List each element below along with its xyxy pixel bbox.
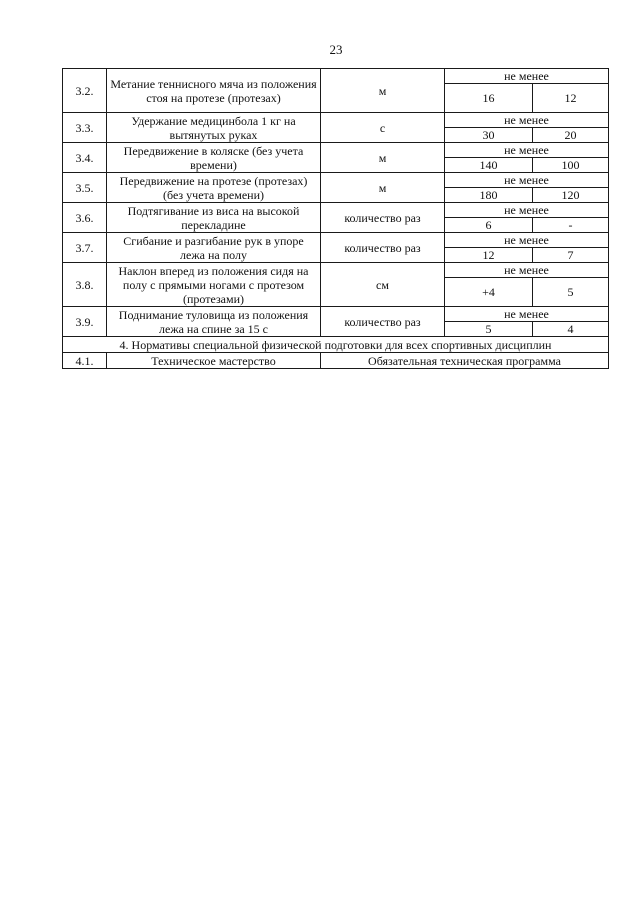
row-number: 3.9.	[63, 307, 107, 337]
at-least-label: не менее	[445, 173, 609, 188]
value-b: 5	[533, 278, 609, 307]
at-least-label: не менее	[445, 263, 609, 278]
row-number: 3.6.	[63, 203, 107, 233]
row-name: Передвижение в коляске (без учета времени)	[107, 143, 321, 173]
value-b: 20	[533, 128, 609, 143]
table-row	[63, 173, 609, 188]
table-row	[63, 353, 609, 369]
table-row	[63, 307, 609, 322]
value-a: 5	[445, 322, 533, 337]
value-b: -	[533, 218, 609, 233]
row-name: Передвижение на протезе (протезах) (без учета времени)	[107, 173, 321, 203]
row-number: 3.4.	[63, 143, 107, 173]
row-name: Подтягивание из виса на высокой перекладине	[107, 203, 321, 233]
row-number: 3.7.	[63, 233, 107, 263]
row-number: 3.5.	[63, 173, 107, 203]
row-unit: количество раз	[321, 233, 445, 263]
value-a: 16	[445, 84, 533, 113]
row-name: Техническое мастерство	[107, 353, 321, 369]
value-b: 12	[533, 84, 609, 113]
at-least-label: не менее	[445, 143, 609, 158]
row-number: 3.8.	[63, 263, 107, 307]
value-a: 140	[445, 158, 533, 173]
value-b: 120	[533, 188, 609, 203]
table-row	[63, 69, 609, 84]
table-row	[63, 263, 609, 278]
section-4-title: 4. Нормативы специальной физической подготовки для всех спортивных дисциплин	[63, 337, 609, 353]
row-name: Метание теннисного мяча из положения стоя на протезе (протезах)	[107, 69, 321, 113]
row-unit: количество раз	[321, 307, 445, 337]
at-least-label: не менее	[445, 233, 609, 248]
row-unit: см	[321, 263, 445, 307]
table-row	[63, 203, 609, 218]
page-number: 23	[329, 42, 343, 57]
at-least-label: не менее	[445, 113, 609, 128]
value-a: +4	[445, 278, 533, 307]
value-a: 12	[445, 248, 533, 263]
row-number: 4.1.	[63, 353, 107, 369]
value-b: 4	[533, 322, 609, 337]
at-least-label: не менее	[445, 203, 609, 218]
value-a: 6	[445, 218, 533, 233]
row-unit: м	[321, 143, 445, 173]
table-row	[63, 113, 609, 128]
row-value: Обязательная техническая программа	[321, 353, 609, 369]
row-unit: м	[321, 173, 445, 203]
row-number: 3.2.	[63, 69, 107, 113]
row-number: 3.3.	[63, 113, 107, 143]
row-unit: с	[321, 113, 445, 143]
value-a: 180	[445, 188, 533, 203]
row-name: Поднимание туловища из положения лежа на спине за 15 с	[107, 307, 321, 337]
table-row	[63, 233, 609, 248]
value-b: 100	[533, 158, 609, 173]
table-row	[63, 143, 609, 158]
row-name: Удержание медицинбола 1 кг на вытянутых руках	[107, 113, 321, 143]
row-name: Наклон вперед из положения сидя на полу с прямыми ногами с протезом (протезами)	[107, 263, 321, 307]
section-header-row	[63, 337, 609, 353]
row-name: Сгибание и разгибание рук в упоре лежа на полу	[107, 233, 321, 263]
value-a: 30	[445, 128, 533, 143]
value-b: 7	[533, 248, 609, 263]
norms-table	[62, 68, 609, 369]
at-least-label: не менее	[445, 69, 609, 84]
row-unit: м	[321, 69, 445, 113]
at-least-label: не менее	[445, 307, 609, 322]
row-unit: количество раз	[321, 203, 445, 233]
